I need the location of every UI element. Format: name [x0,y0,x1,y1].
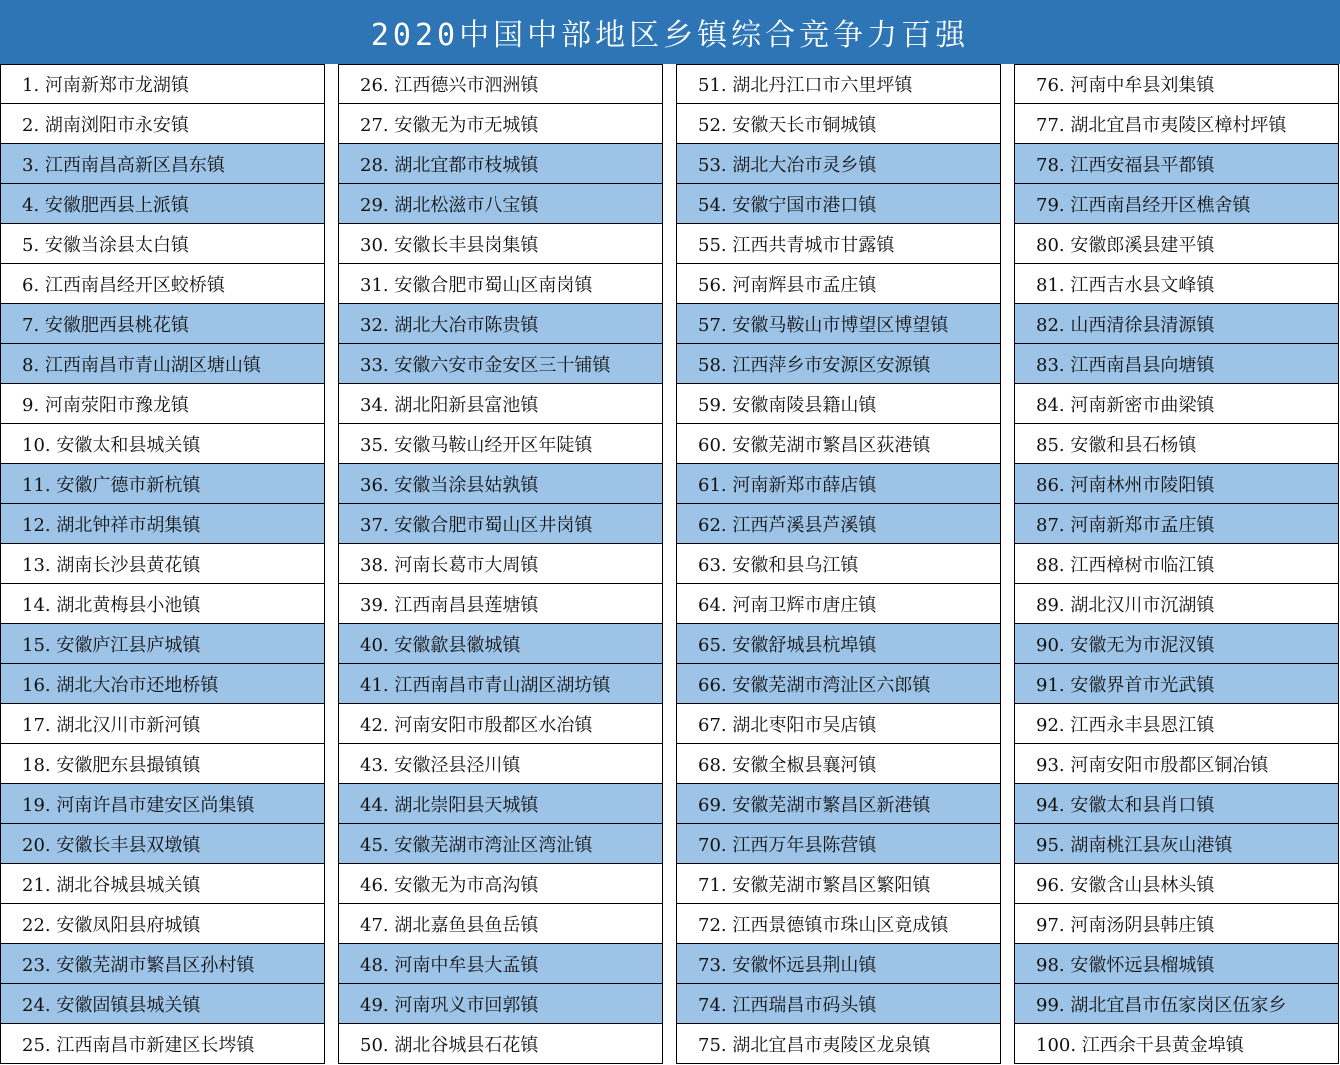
ranking-cell: 95. 湖南桃江县灰山港镇 [1014,824,1339,864]
ranking-cell: 2. 湖南浏阳市永安镇 [0,104,325,144]
ranking-cell: 85. 安徽和县石杨镇 [1014,424,1339,464]
ranking-cell: 77. 湖北宜昌市夷陵区樟村坪镇 [1014,104,1339,144]
ranking-cell: 84. 河南新密市曲梁镇 [1014,384,1339,424]
ranking-cell: 92. 江西永丰县恩江镇 [1014,704,1339,744]
ranking-cell: 16. 湖北大冶市还地桥镇 [0,664,325,704]
ranking-cell: 7. 安徽肥西县桃花镇 [0,304,325,344]
ranking-cell: 31. 安徽合肥市蜀山区南岗镇 [338,264,663,304]
ranking-cell: 88. 江西樟树市临江镇 [1014,544,1339,584]
ranking-cell: 71. 安徽芜湖市繁昌区繁阳镇 [676,864,1001,904]
ranking-cell: 8. 江西南昌市青山湖区塘山镇 [0,344,325,384]
ranking-cell: 17. 湖北汉川市新河镇 [0,704,325,744]
ranking-cell: 96. 安徽含山县林头镇 [1014,864,1339,904]
ranking-cell: 26. 江西德兴市泗洲镇 [338,64,663,104]
ranking-cell: 39. 江西南昌县莲塘镇 [338,584,663,624]
ranking-cell: 86. 河南林州市陵阳镇 [1014,464,1339,504]
ranking-cell: 40. 安徽歙县徽城镇 [338,624,663,664]
ranking-cell: 14. 湖北黄梅县小池镇 [0,584,325,624]
ranking-cell: 50. 湖北谷城县石花镇 [338,1024,663,1064]
ranking-cell: 1. 河南新郑市龙湖镇 [0,64,325,104]
ranking-cell: 30. 安徽长丰县岗集镇 [338,224,663,264]
ranking-cell: 35. 安徽马鞍山经开区年陡镇 [338,424,663,464]
ranking-cell: 19. 河南许昌市建安区尚集镇 [0,784,325,824]
ranking-cell: 58. 江西萍乡市安源区安源镇 [676,344,1001,384]
ranking-cell: 75. 湖北宜昌市夷陵区龙泉镇 [676,1024,1001,1064]
ranking-cell: 49. 河南巩义市回郭镇 [338,984,663,1024]
ranking-cell: 89. 湖北汉川市沉湖镇 [1014,584,1339,624]
ranking-cell: 48. 河南中牟县大孟镇 [338,944,663,984]
ranking-cell: 6. 江西南昌经开区蛟桥镇 [0,264,325,304]
ranking-cell: 36. 安徽当涂县姑孰镇 [338,464,663,504]
ranking-cell: 79. 江西南昌经开区樵舍镇 [1014,184,1339,224]
ranking-cell: 83. 江西南昌县向塘镇 [1014,344,1339,384]
ranking-cell: 23. 安徽芜湖市繁昌区孙村镇 [0,944,325,984]
ranking-cell: 80. 安徽郎溪县建平镇 [1014,224,1339,264]
ranking-cell: 64. 河南卫辉市唐庄镇 [676,584,1001,624]
ranking-cell: 38. 河南长葛市大周镇 [338,544,663,584]
ranking-cell: 34. 湖北阳新县富池镇 [338,384,663,424]
ranking-cell: 22. 安徽凤阳县府城镇 [0,904,325,944]
page-title: 2020中国中部地区乡镇综合竞争力百强 [0,0,1340,64]
ranking-cell: 24. 安徽固镇县城关镇 [0,984,325,1024]
ranking-cell: 100. 江西余干县黄金埠镇 [1014,1024,1339,1064]
ranking-cell: 11. 安徽广德市新杭镇 [0,464,325,504]
ranking-cell: 55. 江西共青城市甘露镇 [676,224,1001,264]
ranking-cell: 20. 安徽长丰县双墩镇 [0,824,325,864]
ranking-cell: 5. 安徽当涂县太白镇 [0,224,325,264]
ranking-cell: 13. 湖南长沙县黄花镇 [0,544,325,584]
ranking-cell: 97. 河南汤阴县韩庄镇 [1014,904,1339,944]
ranking-cell: 4. 安徽肥西县上派镇 [0,184,325,224]
ranking-cell: 99. 湖北宜昌市伍家岗区伍家乡 [1014,984,1339,1024]
ranking-cell: 9. 河南荥阳市豫龙镇 [0,384,325,424]
ranking-cell: 46. 安徽无为市高沟镇 [338,864,663,904]
ranking-cell: 60. 安徽芜湖市繁昌区荻港镇 [676,424,1001,464]
ranking-cell: 91. 安徽界首市光武镇 [1014,664,1339,704]
ranking-cell: 44. 湖北崇阳县天城镇 [338,784,663,824]
ranking-cell: 41. 江西南昌市青山湖区湖坊镇 [338,664,663,704]
ranking-cell: 15. 安徽庐江县庐城镇 [0,624,325,664]
ranking-cell: 21. 湖北谷城县城关镇 [0,864,325,904]
ranking-cell: 33. 安徽六安市金安区三十铺镇 [338,344,663,384]
ranking-cell: 54. 安徽宁国市港口镇 [676,184,1001,224]
ranking-cell: 76. 河南中牟县刘集镇 [1014,64,1339,104]
ranking-cell: 67. 湖北枣阳市吴店镇 [676,704,1001,744]
ranking-cell: 65. 安徽舒城县杭埠镇 [676,624,1001,664]
ranking-column-2 [338,64,663,1064]
ranking-cell: 56. 河南辉县市孟庄镇 [676,264,1001,304]
ranking-cell: 81. 江西吉水县文峰镇 [1014,264,1339,304]
ranking-cell: 25. 江西南昌市新建区长埁镇 [0,1024,325,1064]
ranking-cell: 63. 安徽和县乌江镇 [676,544,1001,584]
ranking-cell: 66. 安徽芜湖市湾沚区六郎镇 [676,664,1001,704]
ranking-cell: 42. 河南安阳市殷都区水冶镇 [338,704,663,744]
ranking-cell: 87. 河南新郑市孟庄镇 [1014,504,1339,544]
ranking-cell: 61. 河南新郑市薛店镇 [676,464,1001,504]
ranking-column-4 [1014,64,1339,1064]
ranking-cell: 47. 湖北嘉鱼县鱼岳镇 [338,904,663,944]
ranking-cell: 62. 江西芦溪县芦溪镇 [676,504,1001,544]
ranking-cell: 45. 安徽芜湖市湾沚区湾沚镇 [338,824,663,864]
ranking-cell: 93. 河南安阳市殷都区铜冶镇 [1014,744,1339,784]
ranking-cell: 12. 湖北钟祥市胡集镇 [0,504,325,544]
ranking-cell: 72. 江西景德镇市珠山区竟成镇 [676,904,1001,944]
ranking-cell: 10. 安徽太和县城关镇 [0,424,325,464]
ranking-cell: 43. 安徽泾县泾川镇 [338,744,663,784]
ranking-cell: 69. 安徽芜湖市繁昌区新港镇 [676,784,1001,824]
ranking-cell: 68. 安徽全椒县襄河镇 [676,744,1001,784]
ranking-cell: 51. 湖北丹江口市六里坪镇 [676,64,1001,104]
ranking-cell: 52. 安徽天长市铜城镇 [676,104,1001,144]
ranking-cell: 82. 山西清徐县清源镇 [1014,304,1339,344]
ranking-cell: 74. 江西瑞昌市码头镇 [676,984,1001,1024]
ranking-cell: 90. 安徽无为市泥汊镇 [1014,624,1339,664]
ranking-cell: 94. 安徽太和县肖口镇 [1014,784,1339,824]
ranking-cell: 18. 安徽肥东县撮镇镇 [0,744,325,784]
ranking-cell: 29. 湖北松滋市八宝镇 [338,184,663,224]
ranking-cell: 98. 安徽怀远县榴城镇 [1014,944,1339,984]
ranking-cell: 37. 安徽合肥市蜀山区井岗镇 [338,504,663,544]
ranking-cell: 57. 安徽马鞍山市博望区博望镇 [676,304,1001,344]
ranking-cell: 70. 江西万年县陈营镇 [676,824,1001,864]
ranking-cell: 78. 江西安福县平都镇 [1014,144,1339,184]
ranking-cell: 27. 安徽无为市无城镇 [338,104,663,144]
ranking-cell: 32. 湖北大冶市陈贵镇 [338,304,663,344]
ranking-cell: 3. 江西南昌高新区昌东镇 [0,144,325,184]
ranking-cell: 73. 安徽怀远县荆山镇 [676,944,1001,984]
ranking-cell: 53. 湖北大冶市灵乡镇 [676,144,1001,184]
ranking-cell: 59. 安徽南陵县籍山镇 [676,384,1001,424]
ranking-cell: 28. 湖北宜都市枝城镇 [338,144,663,184]
ranking-column-1 [0,64,325,1064]
ranking-column-3 [676,64,1001,1064]
